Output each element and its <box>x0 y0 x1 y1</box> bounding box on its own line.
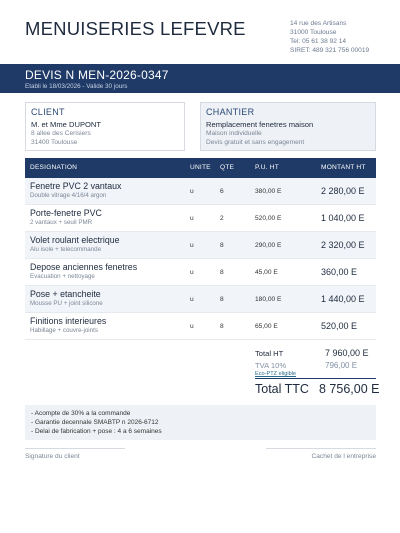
row-designation: Finitions interieures <box>30 316 107 326</box>
table-row <box>25 313 376 340</box>
quote-subtitle: Etabli le 18/03/2026 - Valide 30 jours <box>25 83 128 90</box>
row-quantity: 6 <box>220 188 224 195</box>
row-detail: Alu isole + telecommande <box>30 246 102 253</box>
address-line: 31000 Toulouse <box>290 29 337 37</box>
total-ttc-label: Total TTC <box>255 382 309 396</box>
table-row <box>25 286 376 313</box>
column-header-pu: P.U. HT <box>255 164 279 171</box>
note-line: - Delai de fabrication + pose : 4 a 6 semaines <box>31 428 162 435</box>
tva-value: 796,00 E <box>325 361 358 370</box>
table-row <box>25 232 376 259</box>
conditions-notes <box>25 405 376 440</box>
row-unit: u <box>190 242 194 249</box>
row-amount: 1 440,00 E <box>321 294 365 304</box>
table-header <box>25 158 376 178</box>
client-heading: CLIENT <box>31 107 65 117</box>
row-amount: 2 320,00 E <box>321 240 365 250</box>
company-name: MENUISERIES LEFEVRE <box>25 18 246 39</box>
column-header-qte: QTE <box>220 164 235 171</box>
siret-line: SIRET: 489 321 756 00019 <box>290 47 370 55</box>
row-unit: u <box>190 296 194 303</box>
row-designation: Depose anciennes fenetres <box>30 262 138 272</box>
quote-title: DEVIS N MEN-2026-0347 <box>25 68 169 82</box>
row-detail: Habillage + couvre-joints <box>30 327 98 334</box>
client-city: 31400 Toulouse <box>31 138 78 146</box>
client-address <box>31 130 179 147</box>
row-quantity: 8 <box>220 296 224 303</box>
row-amount: 360,00 E <box>321 267 358 277</box>
note-line: - Garantie decennale SMABTP n 2026-6712 <box>31 419 159 426</box>
chantier-details <box>206 130 370 147</box>
row-unit: u <box>190 323 194 330</box>
row-quantity: 2 <box>220 215 224 222</box>
row-unit-price: 180,00 E <box>255 296 282 303</box>
row-unit: u <box>190 215 194 222</box>
chantier-title: Remplacement fenetres maison <box>206 120 314 129</box>
note-line: - Acompte de 30% a la commande <box>31 410 131 417</box>
table-row <box>25 205 376 232</box>
row-quantity: 8 <box>220 242 224 249</box>
client-street: 8 allee des Cerisiers <box>31 130 91 137</box>
column-header-designation: DESIGNATION <box>30 164 78 171</box>
address-line: 14 rue des Artisans <box>290 20 347 27</box>
table-row <box>25 259 376 286</box>
client-box <box>25 102 185 151</box>
column-header-unite: UNITE <box>190 164 211 171</box>
company-address <box>290 19 369 55</box>
tva-label: TVA 10% <box>255 361 287 370</box>
row-designation: Fenetre PVC 2 vantaux <box>30 181 122 191</box>
total-ttc-value: 8 756,00 E <box>319 382 380 396</box>
row-unit: u <box>190 188 194 195</box>
total-ht-label: Total HT <box>255 349 284 358</box>
total-ht-value: 7 960,00 E <box>325 348 369 358</box>
row-quantity: 8 <box>220 269 224 276</box>
row-designation: Pose + etancheite <box>30 289 101 299</box>
chantier-type: Maison individuelle <box>206 130 262 137</box>
chantier-note: Devis gratuit et sans engagement <box>206 138 305 146</box>
row-unit-price: 520,00 E <box>255 215 282 222</box>
row-detail: Evacuation + nettoyage <box>30 273 95 280</box>
row-designation: Volet roulant electrique <box>30 235 120 245</box>
client-name: M. et Mme DUPONT <box>31 120 102 129</box>
row-quantity: 8 <box>220 323 224 330</box>
row-detail: Double vitrage 4/16/4 argon <box>30 192 107 199</box>
row-unit-price: 380,00 E <box>255 188 282 195</box>
client-signature: Signature du client <box>25 448 125 460</box>
row-detail: Mousse PU + joint silicone <box>30 300 103 307</box>
eco-ptz-link[interactable]: Eco-PTZ eligible <box>255 371 297 377</box>
table-row <box>25 178 376 205</box>
row-designation: Porte-fenetre PVC <box>30 208 102 218</box>
company-stamp: Cachet de l entreprise <box>266 448 376 460</box>
row-unit-price: 45,00 E <box>255 269 278 276</box>
phone-line: Tel: 05 61 38 92 14 <box>290 38 347 46</box>
row-detail: 2 vantaux + seuil PMR <box>30 219 93 226</box>
row-unit-price: 65,00 E <box>255 323 278 330</box>
chantier-heading: CHANTIER <box>206 107 255 117</box>
quote-banner <box>0 64 400 93</box>
chantier-box <box>200 102 376 151</box>
row-amount: 1 040,00 E <box>321 213 365 223</box>
row-unit-price: 290,00 E <box>255 242 282 249</box>
total-divider <box>255 378 376 379</box>
column-header-montant: MONTANT HT <box>321 164 366 171</box>
row-amount: 2 280,00 E <box>321 186 365 196</box>
row-unit: u <box>190 269 194 276</box>
row-amount: 520,00 E <box>321 321 358 331</box>
